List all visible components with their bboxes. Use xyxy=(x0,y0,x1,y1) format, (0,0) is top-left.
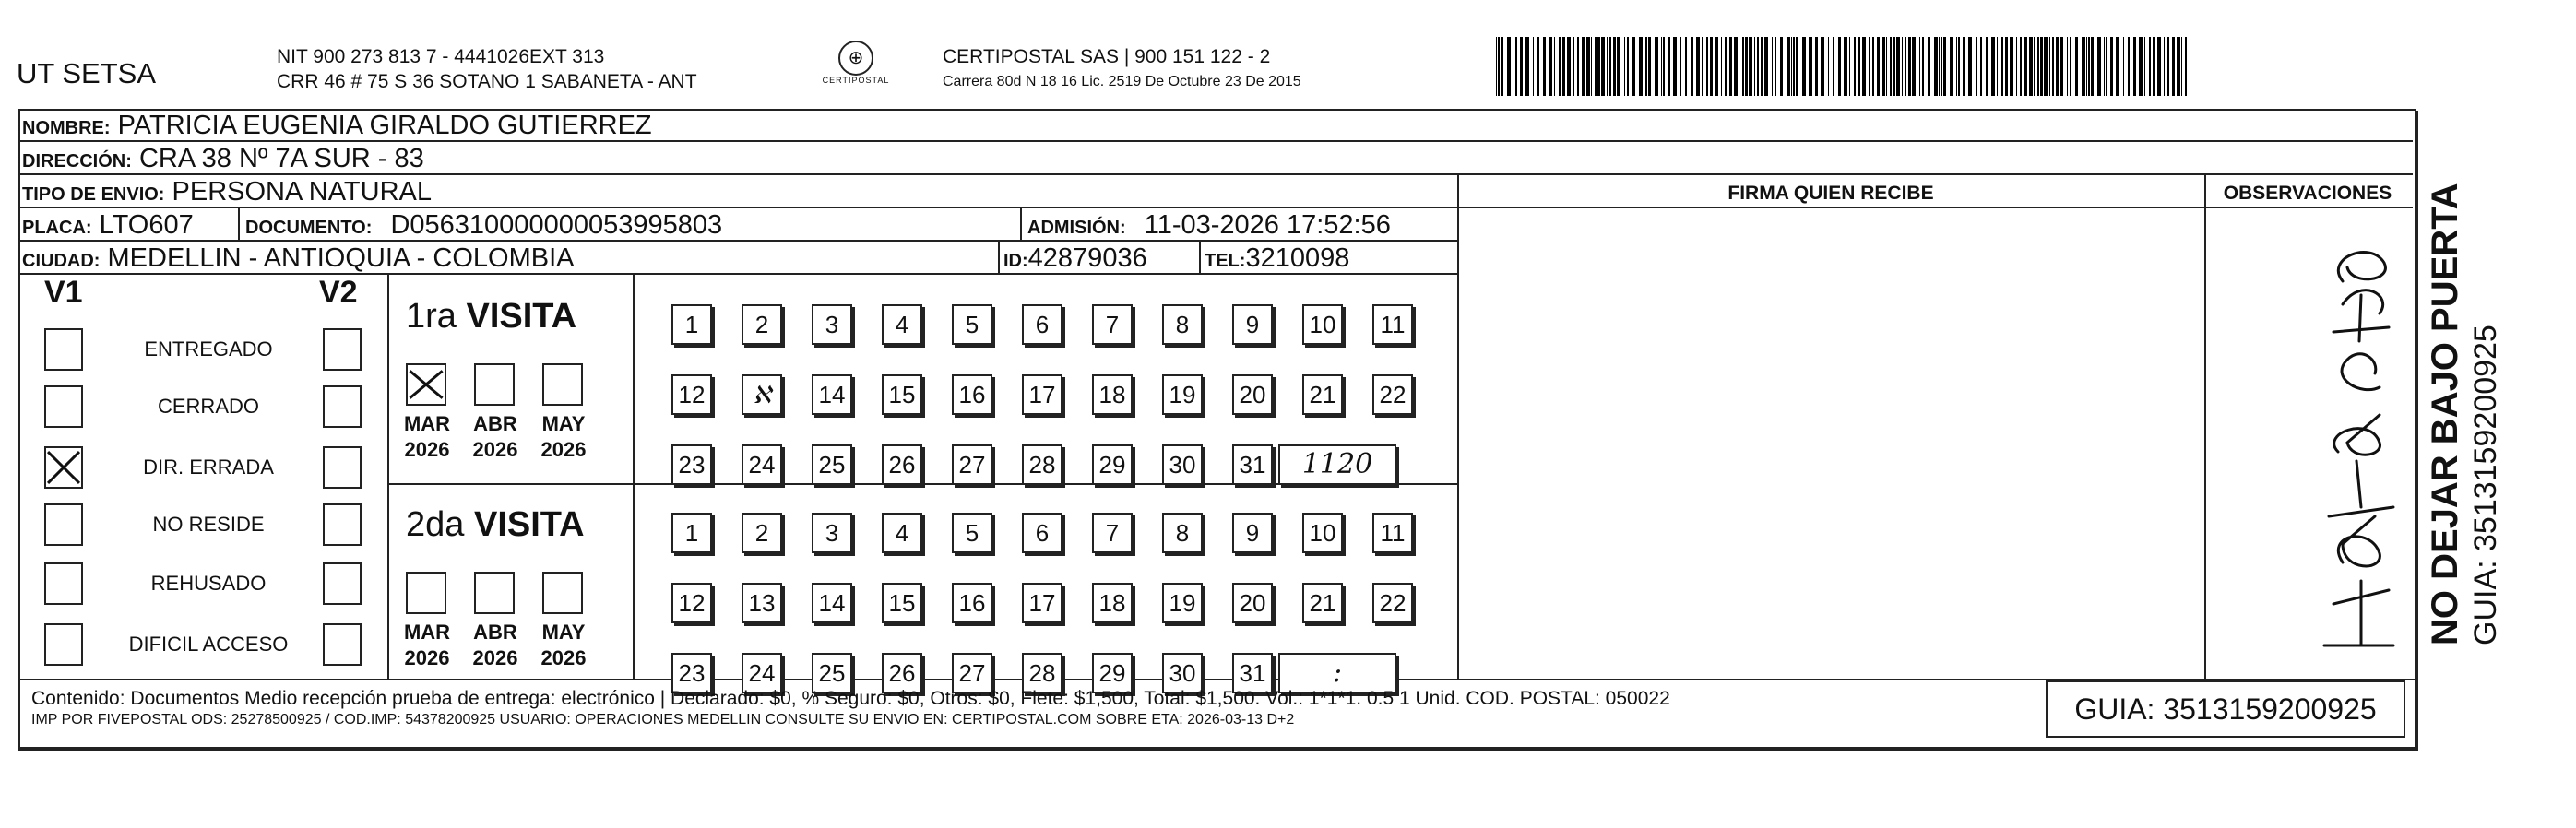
visit-number: 1ra xyxy=(406,297,457,336)
month-checkbox[interactable] xyxy=(474,572,515,614)
frame-shadow-bottom xyxy=(20,747,2418,751)
status-label: DIR. ERRADA xyxy=(143,455,274,479)
day-box[interactable]: 11 xyxy=(1372,513,1413,553)
nombre-value: PATRICIA EUGENIA GIRALDO GUTIERREZ xyxy=(117,111,652,140)
day-box[interactable] xyxy=(742,304,782,345)
footer-contents: Contenido: Documentos Medio recepción prueba de entrega: electrónico | Declarado: $0, % Seguro: $0, Otros: $0, Flete: $1,500, Total: $1,500. Vol.: 1*1*1. 0.5 1 Unid. COD. POSTAL: 050022 xyxy=(31,688,1670,709)
month-name: ABR xyxy=(473,621,517,644)
day-box[interactable]: 19 xyxy=(1162,583,1203,623)
time-box[interactable]: : xyxy=(1278,653,1396,693)
day-box[interactable]: 14 xyxy=(812,374,852,415)
id-value: 42879036 xyxy=(1027,243,1147,273)
observaciones-header: OBSERVACIONES xyxy=(2223,183,2392,204)
day-box[interactable]: 24 xyxy=(742,653,782,693)
month-year: 2026 xyxy=(540,646,587,669)
visit-title xyxy=(406,505,585,545)
side-notice xyxy=(2424,148,2553,645)
barcode xyxy=(1496,37,2225,96)
day-box[interactable]: 15 xyxy=(882,374,922,415)
day-box[interactable]: 20 xyxy=(1232,583,1273,623)
month-label xyxy=(395,411,459,463)
day-box[interactable]: 16 xyxy=(952,583,992,623)
status-label: ENTREGADO xyxy=(144,337,273,361)
ciudad-value: MEDELLIN - ANTIOQUIA - COLOMBIA xyxy=(107,243,575,273)
divider xyxy=(238,208,240,242)
documento-value: D056310000000053995803 xyxy=(390,210,723,240)
month-label xyxy=(395,620,459,671)
divider xyxy=(1020,208,1022,242)
divider xyxy=(998,242,1000,275)
day-box[interactable]: 23 xyxy=(671,444,712,485)
time-box[interactable]: 1120 xyxy=(1278,444,1396,485)
placa-label: PLACA: xyxy=(22,218,92,238)
day-box[interactable]: 10 xyxy=(1302,304,1343,345)
day-box[interactable]: 7 xyxy=(1092,513,1133,553)
placa-value: LTO607 xyxy=(99,210,194,240)
day-box[interactable]: 8 xyxy=(1162,304,1203,345)
day-box[interactable]: 1 xyxy=(671,304,712,345)
admision-label: ADMISIÓN: xyxy=(1027,218,1126,238)
guia-box: GUIA: 3513159200925 xyxy=(2046,680,2405,738)
documento-label: DOCUMENTO: xyxy=(245,218,373,238)
admision-value: 11-03-2026 17:52:56 xyxy=(1144,210,1391,240)
day-box[interactable]: 22 xyxy=(1372,374,1413,415)
visit-word: VISITA xyxy=(466,297,577,336)
day-box[interactable]: 5 xyxy=(952,513,992,553)
observation-handwriting xyxy=(2306,240,2416,664)
v2-checkbox[interactable] xyxy=(323,623,362,666)
row-placa xyxy=(18,208,1457,242)
day-box[interactable]: 28 xyxy=(1022,653,1062,693)
day-box[interactable]: 24 xyxy=(742,444,782,485)
day-box[interactable]: 8 xyxy=(1162,513,1203,553)
sender-address: CRR 46 # 75 S 36 SOTANO 1 SABANETA - ANT xyxy=(277,71,697,92)
carrier-info xyxy=(943,44,1301,94)
nombre-label: NOMBRE: xyxy=(22,118,111,138)
tel-value: 3210098 xyxy=(1245,243,1350,273)
v1-checkbox[interactable] xyxy=(44,446,83,489)
carrier-license: Carrera 80d N 18 16 Lic. 2519 De Octubre 23 De 2015 xyxy=(943,74,1301,89)
month-label xyxy=(531,411,596,463)
day-box[interactable]: 3 xyxy=(812,513,852,553)
day-box[interactable]: 9 xyxy=(1232,513,1273,553)
day-box[interactable]: 17 xyxy=(1022,374,1062,415)
v1-checkbox[interactable] xyxy=(44,562,83,605)
day-box[interactable]: 30 xyxy=(1162,444,1203,485)
day-box[interactable]: 29 xyxy=(1092,653,1133,693)
footer-imprint: IMP POR FIVEPOSTAL ODS: 25278500925 / COD.IMP: 54378200925 USUARIO: OPERACIONES MEDELLIN CONSULTE SU ENVIO EN: CERTIPOSTAL.COM SOBRE ETA: 2026-03-13 D+2 xyxy=(31,712,1295,727)
side-guia-text: GUIA: 3513159200925 xyxy=(2468,325,2503,645)
day-box[interactable]: 7 xyxy=(1092,304,1133,345)
month-checkbox[interactable] xyxy=(542,572,583,614)
side-text xyxy=(2424,148,2505,645)
v2-checkbox[interactable] xyxy=(323,562,362,605)
day-box[interactable]: 22 xyxy=(1372,583,1413,623)
month-checkbox[interactable] xyxy=(474,363,515,406)
day-box[interactable]: 21 xyxy=(1302,583,1343,623)
day-box[interactable]: 18 xyxy=(1092,374,1133,415)
status-label: REHUSADO xyxy=(150,572,267,595)
day-box[interactable]: 25 xyxy=(812,444,852,485)
day-handwritten-mark: ℵ xyxy=(753,382,771,409)
v1-checkbox[interactable] xyxy=(44,503,83,546)
day-number: 2 xyxy=(754,311,769,338)
barcode-gap xyxy=(2187,37,2188,96)
day-box[interactable]: 4 xyxy=(882,304,922,345)
day-box[interactable]: 12 xyxy=(671,583,712,623)
day-box[interactable]: 23 xyxy=(671,653,712,693)
day-box[interactable] xyxy=(742,374,782,415)
day-box[interactable]: 27 xyxy=(952,653,992,693)
day-box[interactable]: 21 xyxy=(1302,374,1343,415)
month-label xyxy=(463,411,528,463)
divider xyxy=(1199,242,1201,275)
status-label: DIFICIL ACCESO xyxy=(128,633,289,656)
day-box[interactable]: 20 xyxy=(1232,374,1273,415)
day-box[interactable]: 3 xyxy=(812,304,852,345)
firma-header: FIRMA QUIEN RECIBE xyxy=(1727,183,1934,204)
day-box[interactable]: 16 xyxy=(952,374,992,415)
status-label: CERRADO xyxy=(157,395,259,418)
month-name: MAR xyxy=(403,621,451,644)
day-box[interactable]: 14 xyxy=(812,583,852,623)
day-box[interactable]: 26 xyxy=(882,444,922,485)
v2-header: V2 xyxy=(319,275,358,310)
day-box[interactable]: 4 xyxy=(882,513,922,553)
sender-info xyxy=(277,44,697,94)
v2-checkbox[interactable] xyxy=(323,503,362,546)
month-label xyxy=(531,620,596,671)
day-box[interactable]: 13 xyxy=(742,583,782,623)
day-box[interactable]: 29 xyxy=(1092,444,1133,485)
month-year: 2026 xyxy=(472,438,518,461)
months-divider xyxy=(633,275,635,679)
v1-checkbox[interactable] xyxy=(44,328,83,371)
row-ciudad xyxy=(18,242,1457,275)
tipo-label: TIPO DE ENVIO: xyxy=(22,184,165,205)
v1-checkbox[interactable] xyxy=(44,385,83,428)
day-box[interactable]: 11 xyxy=(1372,304,1413,345)
day-box[interactable]: 2 xyxy=(742,513,782,553)
month-year: 2026 xyxy=(472,646,518,669)
day-box[interactable]: 15 xyxy=(882,583,922,623)
day-box[interactable]: 18 xyxy=(1092,583,1133,623)
sender-company: UT SETSA xyxy=(17,57,157,89)
month-name: MAY xyxy=(541,412,586,435)
signature-area[interactable] xyxy=(1459,208,2202,677)
visit-number: 2da xyxy=(406,505,465,544)
day-box[interactable]: 6 xyxy=(1022,304,1062,345)
day-box[interactable]: 30 xyxy=(1162,653,1203,693)
row-direccion xyxy=(18,142,2413,175)
logo-mark-icon: ⊕ xyxy=(838,41,873,76)
day-box[interactable]: 28 xyxy=(1022,444,1062,485)
v2-checkbox[interactable] xyxy=(323,446,362,489)
month-name: MAR xyxy=(403,412,451,435)
v1-header: V1 xyxy=(44,275,83,310)
month-name: MAY xyxy=(541,621,586,644)
no-dejar-text: NO DEJAR BAJO PUERTA xyxy=(2425,183,2465,645)
day-box[interactable]: 31 xyxy=(1232,653,1273,693)
day-box[interactable]: 31 xyxy=(1232,444,1273,485)
tipo-value: PERSONA NATURAL xyxy=(172,177,433,207)
direccion-value: CRA 38 Nº 7A SUR - 83 xyxy=(138,144,424,173)
month-checkbox[interactable] xyxy=(406,572,446,614)
v2-checkbox[interactable] xyxy=(323,328,362,371)
day-box[interactable]: 26 xyxy=(882,653,922,693)
sender-nit: NIT 900 273 813 7 - 4441026EXT 313 xyxy=(277,46,605,67)
day-box[interactable]: 19 xyxy=(1162,374,1203,415)
month-label xyxy=(463,620,528,671)
visit-word: VISITA xyxy=(473,505,585,544)
month-checkbox[interactable] xyxy=(406,363,446,406)
day-box[interactable]: 12 xyxy=(671,374,712,415)
status-label: NO RESIDE xyxy=(152,513,265,536)
direccion-label: DIRECCIÓN: xyxy=(22,151,132,172)
month-year: 2026 xyxy=(404,646,450,669)
ciudad-label: CIUDAD: xyxy=(22,251,101,271)
certipostal-logo xyxy=(812,41,900,103)
day-box[interactable]: 25 xyxy=(812,653,852,693)
visit-title xyxy=(406,297,576,337)
month-year: 2026 xyxy=(540,438,587,461)
day-box[interactable]: 17 xyxy=(1022,583,1062,623)
day-box[interactable]: 5 xyxy=(952,304,992,345)
observaciones-divider xyxy=(2204,175,2206,679)
month-name: ABR xyxy=(473,412,517,435)
day-box[interactable]: 10 xyxy=(1302,513,1343,553)
day-box[interactable]: 27 xyxy=(952,444,992,485)
day-box[interactable]: 6 xyxy=(1022,513,1062,553)
day-box[interactable]: 1 xyxy=(671,513,712,553)
v2-checkbox[interactable] xyxy=(323,385,362,428)
carrier-name: CERTIPOSTAL SAS | 900 151 122 - 2 xyxy=(943,46,1271,67)
v1-checkbox[interactable] xyxy=(44,623,83,666)
day-box[interactable]: 9 xyxy=(1232,304,1273,345)
tel-label: TEL: xyxy=(1205,251,1246,271)
id-label: ID: xyxy=(1003,251,1028,271)
month-year: 2026 xyxy=(404,438,450,461)
row-nombre xyxy=(18,109,2413,142)
month-checkbox[interactable] xyxy=(542,363,583,406)
logo-text: CERTIPOSTAL xyxy=(822,76,890,85)
status-divider xyxy=(387,275,389,679)
